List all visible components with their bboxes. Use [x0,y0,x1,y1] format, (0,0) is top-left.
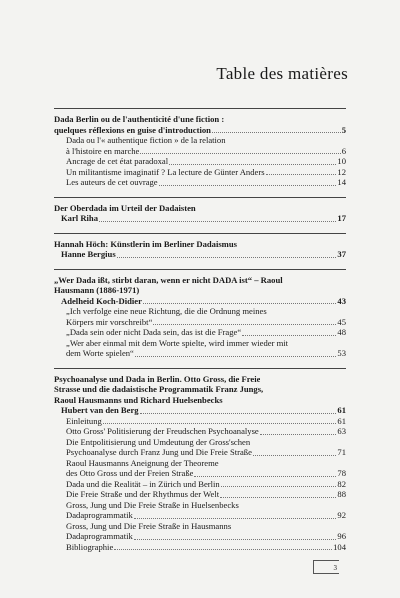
toc-entry [54,479,346,490]
toc-page-number: 48 [337,327,346,337]
toc-entry-title: „Ich verfolge eine neue Richtung, die die Ordnung meines [66,306,267,316]
dot-leader [140,412,337,414]
toc-entry-title: Hubert van den Berg [61,405,139,415]
toc-page-number: 6 [341,145,346,156]
toc-entry-title: quelques réflexions en guise d'introduction [54,124,211,135]
toc-entry-title: Raoul Hausmanns Aneignung der Theoreme [66,457,219,468]
toc-entry [54,348,346,359]
dot-leader [220,496,336,498]
dot-leader [134,538,337,540]
dot-leader [143,302,336,304]
toc-page-number: 92 [337,510,346,520]
toc-page-number: 104 [333,541,346,552]
toc-entry-title: Hanne Bergius [61,249,116,259]
toc-entry-title: Einleitung [66,415,102,426]
toc-entry-text [54,203,346,214]
toc-page-number: 71 [337,447,346,457]
toc-entry-text [54,521,346,532]
dot-leader [260,433,337,435]
toc-entry-title: Hannah Höch: Künstlerin im Berliner Dadaismus [54,238,237,249]
toc-section [54,108,346,188]
toc-entry [54,416,346,427]
toc-entry-title: Psychoanalyse durch Franz Jung und Die Freie Straße [66,447,252,457]
toc-entry [54,542,346,553]
toc-entry-title: Gross, Jung und Die Freie Straße in Hausmanns [66,520,232,531]
toc-entry-title: „Dada sein oder nicht Dada sein, das ist die Frage“ [66,327,242,337]
toc-page-number: 45 [337,316,346,327]
toc-page-number: 10 [337,156,346,166]
toc-entry-title: Gross, Jung und Die Freie Straße in Huelsenbecks [66,499,239,510]
toc-page-number: 63 [337,426,346,436]
dot-leader [134,517,337,519]
toc-entry-text [54,135,346,146]
toc-page-number: 61 [337,405,346,415]
toc-entry-text [54,500,346,511]
toc-entry-title: Dada Berlin ou de l'authenticité d'une fiction : [54,114,225,124]
dot-leader [140,152,340,154]
dot-leader [253,454,336,456]
toc-entry-title: Psychoanalyse und Dada in Berlin. Otto Gross, die Freie [54,373,261,384]
toc-entry-title: Adelheid Koch-Didier [61,295,142,306]
toc-entry-text [54,239,346,250]
toc-entry-title: dem Worte spielen“ [66,348,134,358]
dot-leader [117,256,337,258]
toc-entry-title: Bibliographie [66,541,114,552]
toc-entry-title: Dadaprogrammatik [66,531,133,541]
toc-entry-title: Dada und die Realität – in Zürich und Berlin [66,478,220,489]
toc-entry-title: à l'histoire en marche [66,145,140,156]
toc-entry-text [54,114,346,125]
toc-page-number: 78 [337,468,346,478]
toc-page-number: 12 [337,166,346,177]
toc-page-number: 82 [337,478,346,489]
toc-entry-text [54,437,346,448]
toc-entry [54,510,346,521]
toc-entry [54,489,346,500]
toc-page-number: 88 [337,489,346,499]
toc-entry-title: Un militantisme imaginatif ? La lecture de Günter Anders [66,166,265,177]
toc-page-number: 17 [337,213,346,223]
toc-entry-text [54,275,346,286]
toc-entry-title: Raoul Hausmanns und Richard Huelsenbecks [54,394,223,405]
dot-leader [266,173,337,175]
table-of-contents [54,104,346,561]
toc-entry [54,405,346,416]
toc-entry-text [54,458,346,469]
toc-entry [54,447,346,458]
toc-entry [54,327,346,338]
page-title: Table des matières [216,64,348,83]
toc-page-number: 96 [337,531,346,541]
toc-entry [54,146,346,157]
toc-section [54,368,346,553]
toc-entry-text [54,338,346,349]
toc-entry-title: Die Entpolitisierung und Umdeutung der Gross'schen [66,436,251,447]
toc-entry [54,213,346,224]
dot-leader [114,548,332,550]
toc-entry-title: Hausmann (1886-1971) [54,285,140,295]
toc-entry-title: „Wer Dada ißt, stirbt daran, wenn er nicht DADA ist“ – Raoul [54,274,283,285]
toc-entry-title: Otto Gross' Politisierung der Freudschen Psychoanalyse [66,426,259,436]
dot-leader [242,334,336,336]
toc-entry [54,317,346,328]
dot-leader [103,422,337,424]
toc-section [54,197,346,224]
toc-entry-title: Dadaprogrammatik [66,510,133,520]
dot-leader [212,131,341,133]
toc-entry-title: Les auteurs de cet ouvrage [66,177,158,187]
toc-entry-title: Strasse und die dadaistische Programmatik Franz Jungs, [54,384,264,394]
dot-leader [153,323,336,325]
toc-entry [54,249,346,260]
toc-page-number: 14 [337,177,346,187]
dot-leader [99,220,336,222]
toc-page-number: 61 [337,415,346,426]
toc-page-number: 53 [337,348,346,358]
toc-entry [54,156,346,167]
dot-leader [159,184,337,186]
dot-leader [194,475,336,477]
toc-page-number: 37 [337,249,346,259]
toc-entry [54,531,346,542]
page-number: 3 [313,560,339,574]
toc-page-number: 5 [341,124,346,135]
toc-entry [54,125,346,136]
toc-entry-title: Dada ou l'« authentique fiction » de la relation [66,135,226,145]
toc-entry-text [54,306,346,317]
toc-entry-title: des Otto Gross und der Freien Straße [66,468,194,478]
toc-entry [54,468,346,479]
toc-section [54,269,346,359]
toc-entry-text [54,384,346,395]
toc-entry-text [54,395,346,406]
toc-entry-title: Der Oberdada im Urteil der Dadaisten [54,202,196,213]
toc-entry-title: „Wer aber einmal mit dem Worte spielte, wird immer wieder mit [66,337,289,348]
toc-entry-title: Körpers mir vorschreibt“ [66,316,153,327]
toc-entry-title: Karl Riha [61,213,99,223]
toc-entry [54,426,346,437]
toc-entry [54,167,346,178]
dot-leader [221,485,337,487]
toc-entry-title: Ancrage de cet état paradoxal [66,156,169,166]
toc-entry-text [54,285,346,296]
toc-entry [54,177,346,188]
toc-entry-title: Die Freie Straße und der Rhythmus der Welt [66,489,220,499]
toc-entry-text [54,374,346,385]
toc-entry [54,296,346,307]
toc-page-number: 43 [337,295,346,306]
dot-leader [135,355,337,357]
toc-section [54,233,346,260]
dot-leader [169,163,336,165]
